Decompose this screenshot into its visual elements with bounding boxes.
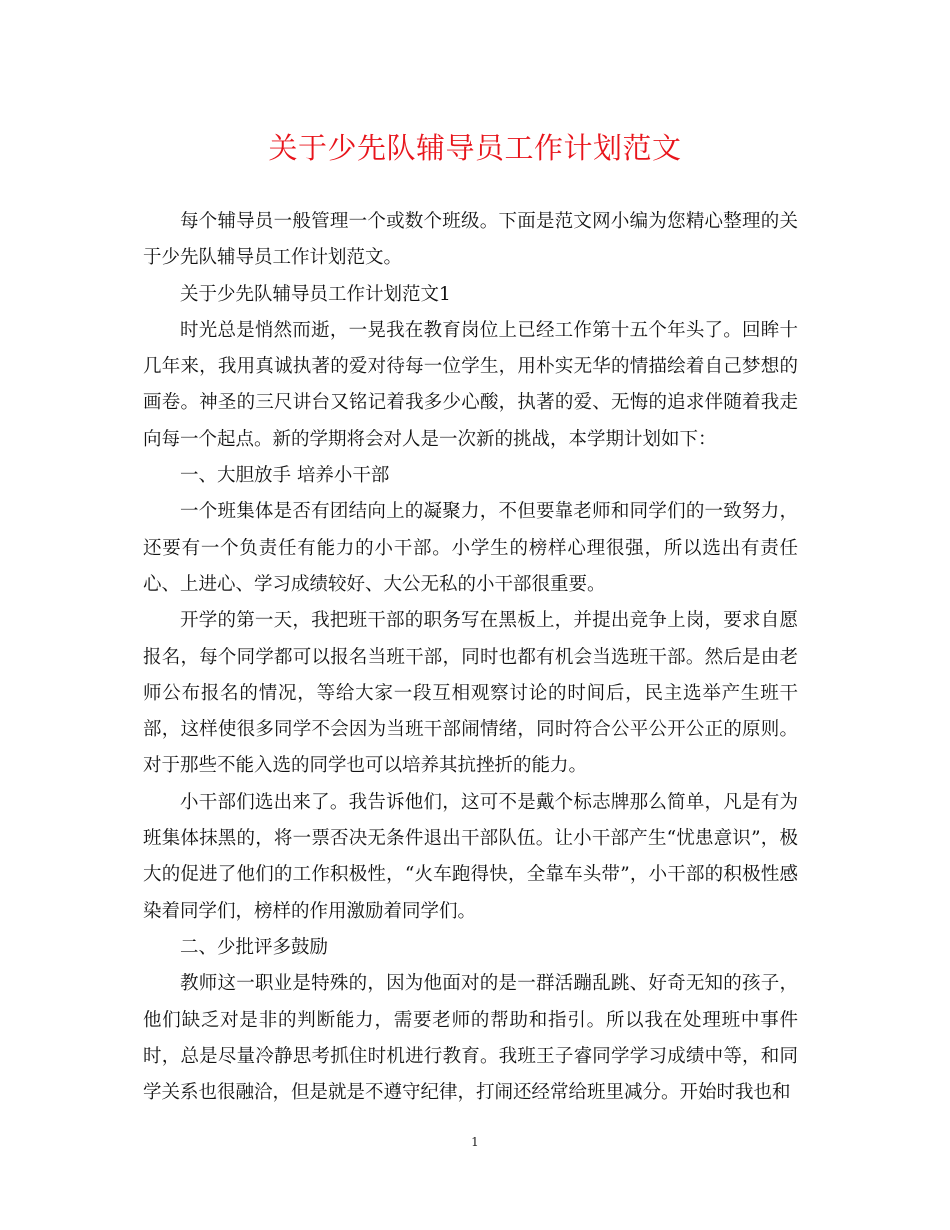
section-heading-1: 一、大胆放手 培养小干部 xyxy=(180,465,390,487)
body-paragraph: 教师这一职业是特殊的，因为他面对的是一群活蹦乱跳、好奇无知的孩子，他们缺乏对是非的判断能力，需要老师的帮助和指引。所以我在处理班中事件时，总是尽量冷静思考抓住时机进行教育。我班王子睿同学学习成绩中等，和同学关系也很融洽，但是就是不遵守纪律，打闹还经常给班里减分。开始时我也和 xyxy=(143,973,798,1104)
body-paragraph: 时光总是悄然而逝，一晃我在教育岗位上已经工作第十五个年头了。回眸十几年来，我用真诚执著的爱对待每一位学生，用朴实无华的情描绘着自己梦想的画卷。神圣的三尺讲台又铭记着我多少心酸，执著的爱、无悔的追求伴随着我走向每一个起点。新的学期将会对人是一次新的挑战，本学期计划如下： xyxy=(143,319,798,450)
body-paragraph: 小干部们选出来了。我告诉他们，这可不是戴个标志牌那么简单，凡是有为班集体抹黑的，将一票否决无条件退出干部队伍。让小干部产生“忧患意识”，极大的促进了他们的工作积极性，“火车跑得快，全靠车头带”，小干部的积极性感染着同学们，榜样的作用激励着同学们。 xyxy=(143,791,798,922)
body-paragraph: 一个班集体是否有团结向上的凝聚力，不但要靠老师和同学们的一致努力，还要有一个负责任有能力的小干部。小学生的榜样心理很强，所以选出有责任心、上进心、学习成绩较好、大公无私的小干部很重要。 xyxy=(143,501,798,595)
page-number: 1 xyxy=(471,1135,479,1149)
body-paragraph: 开学的第一天，我把班干部的职务写在黑板上，并提出竞争上岗，要求自愿报名，每个同学都可以报名当班干部，同时也都有机会当选班干部。然后是由老师公布报名的情况，等给大家一段互相观察讨论的时间后，民主选举产生班干部，这样使很多同学不会因为当班干部闹情绪，同时符合公平公开公正的原则。对于那些不能入选的同学也可以培养其抗挫折的能力。 xyxy=(143,610,798,777)
intro-paragraph: 每个辅导员一般管理一个或数个班级。下面是范文网小编为您精心整理的关于少先队辅导员工作计划范文。 xyxy=(143,211,798,269)
document-title: 关于少先队辅导员工作计划范文 xyxy=(268,131,682,165)
section-heading-2: 二、少批评多鼓励 xyxy=(180,936,329,958)
document-body xyxy=(143,204,798,1111)
section-heading-sample-1: 关于少先队辅导员工作计划范文1 xyxy=(180,283,451,305)
